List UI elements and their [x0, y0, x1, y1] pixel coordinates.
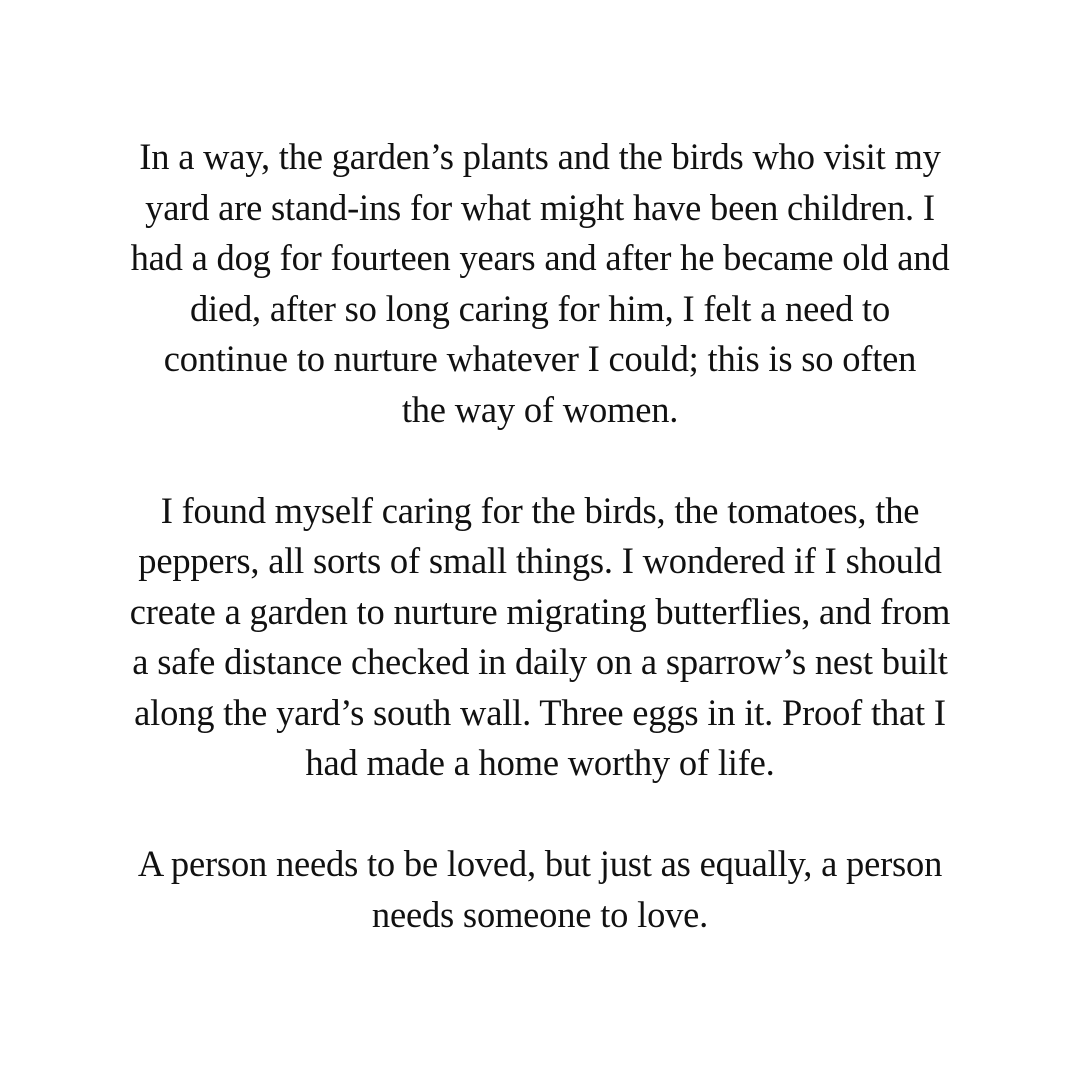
paragraph-line: needs someone to love.: [371, 893, 709, 935]
text-block: [90, 132, 990, 940]
paragraph-line: a safe distance checked in daily on a sparrow’s nest built: [132, 641, 948, 682]
paragraph-2: [90, 486, 990, 789]
paragraph-line: continue to nurture whatever I could; this is so often: [163, 338, 917, 379]
paragraph-line: yard are stand-ins for what might have been children. I: [145, 186, 935, 228]
paragraph-line: peppers, all sorts of small things. I wondered if I should: [138, 540, 942, 581]
paragraph-3: [90, 839, 990, 940]
paragraph-1: [90, 132, 990, 435]
paragraph-line: had a dog for fourteen years and after he became old and: [130, 237, 950, 278]
paragraph-line: In a way, the garden’s plants and the birds who visit my: [139, 136, 941, 177]
paragraph-line: create a garden to nurture migrating butterflies, and from: [129, 590, 951, 632]
paragraph-line: the way of women.: [401, 388, 679, 430]
paragraph-line: I found myself caring for the birds, the tomatoes, the: [160, 489, 920, 531]
paragraph-line: died, after so long caring for him, I felt a need to: [189, 287, 891, 329]
paragraph-line: along the yard’s south wall. Three eggs in it. Proof that I: [134, 691, 946, 733]
paragraph-line: had made a home worthy of life.: [305, 742, 775, 783]
paragraph-line: A person needs to be loved, but just as equally, a person: [137, 843, 943, 884]
